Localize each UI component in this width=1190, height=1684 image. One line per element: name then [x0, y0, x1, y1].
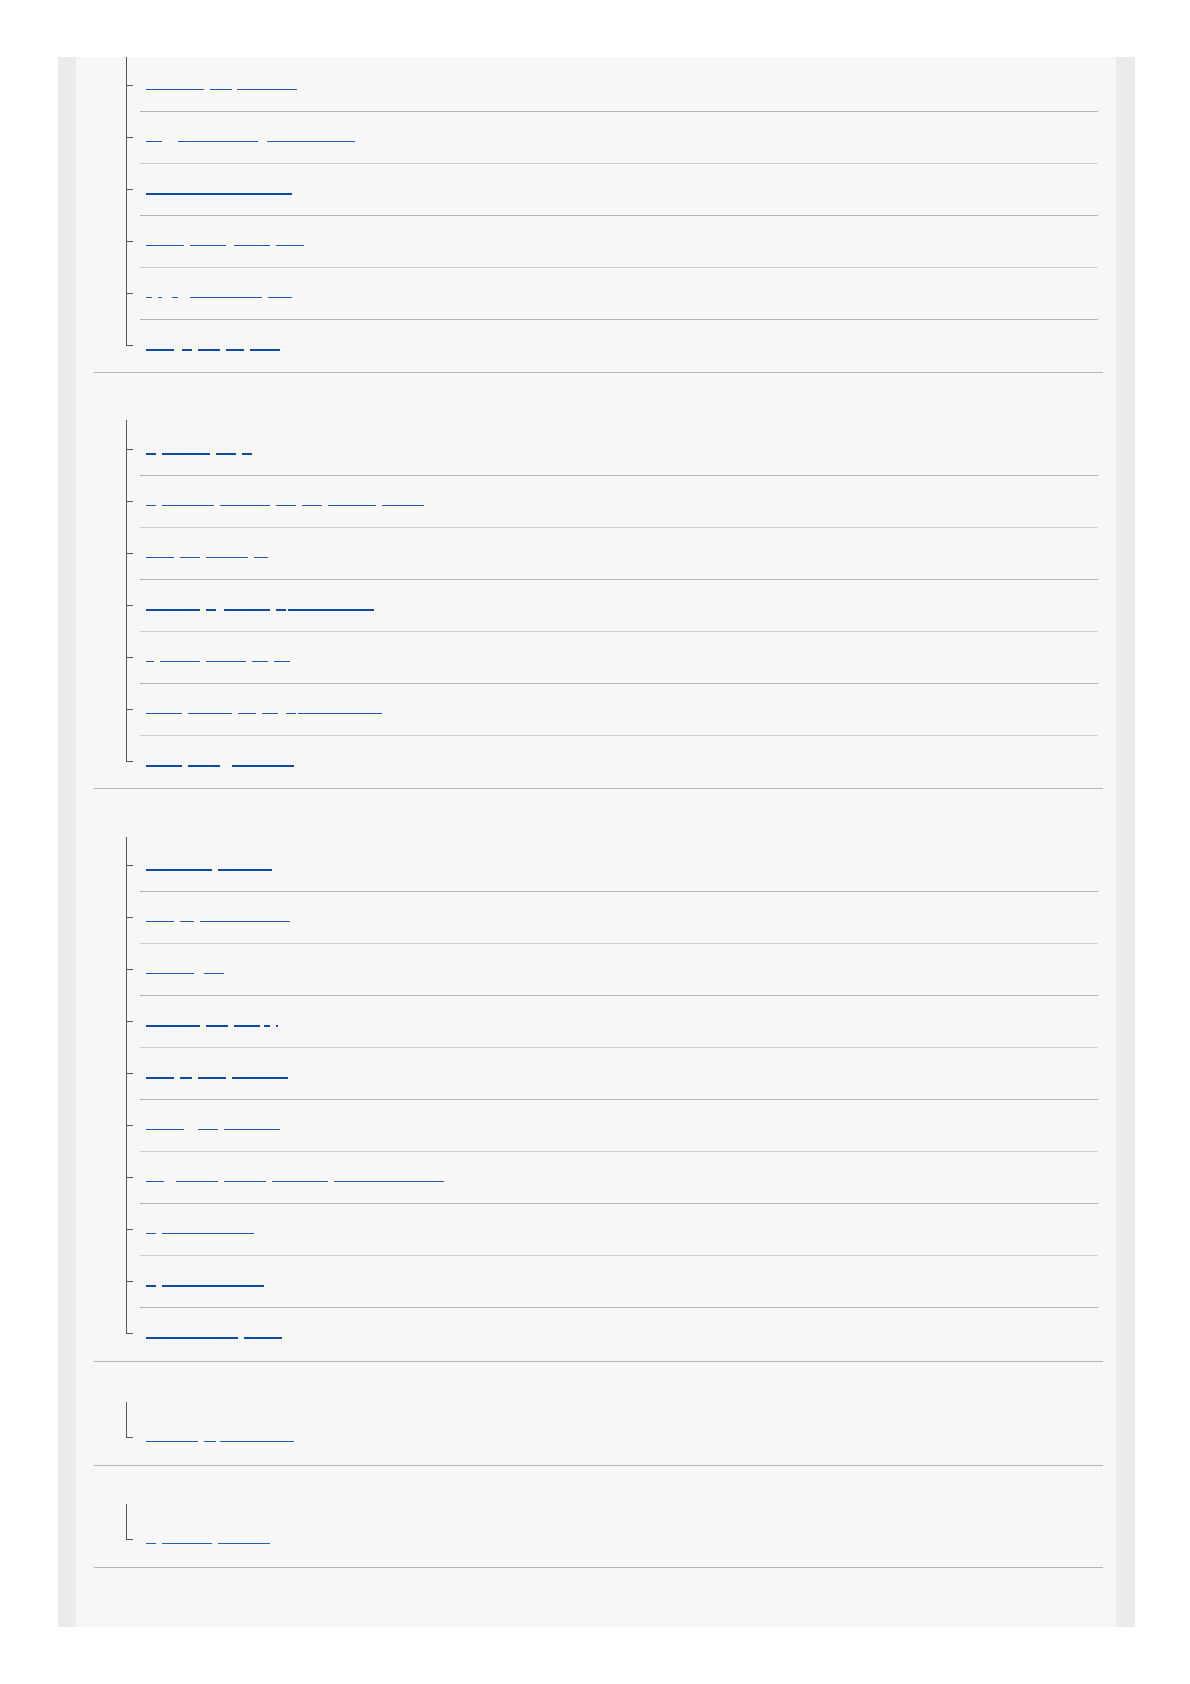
link-underline-segment: [234, 245, 270, 246]
link-underline-segment: [210, 89, 232, 90]
link-underline-segment: [146, 1181, 164, 1182]
link-underline-segment: [206, 609, 216, 611]
link-underline-segment: [146, 557, 174, 558]
link-underline-segment: [146, 765, 182, 767]
toc-item: [140, 1100, 1098, 1152]
tree-line: [126, 57, 127, 346]
link-underline-segment: [224, 1129, 280, 1130]
link-underline-segment: [204, 973, 224, 974]
link-underline-segment: [190, 297, 262, 298]
toc-item: [140, 1152, 1098, 1204]
link-underline-segment: [162, 505, 214, 506]
tree-elbow-icon: [126, 1298, 133, 1334]
link-underline-segment: [188, 765, 220, 767]
link-underline-segment: [244, 1337, 282, 1339]
link-underline-segment: [237, 89, 297, 90]
link-underline-segment: [204, 1441, 216, 1442]
toc-item: [140, 1048, 1098, 1100]
link-underline-segment: [188, 713, 232, 714]
toc-item: [140, 320, 1098, 371]
link-underline-segment: [198, 349, 220, 351]
link-underline-segment: [286, 713, 296, 714]
toc-item: [140, 736, 1098, 787]
tree-line: [126, 420, 127, 762]
toc-item: [140, 892, 1098, 944]
tree-branch-icon: [126, 709, 133, 710]
tree-elbow-icon: [126, 1402, 133, 1438]
link-underline-segment: [238, 713, 256, 714]
toc-item: [140, 476, 1098, 528]
link-underline-segment: [190, 245, 226, 246]
link-underline-segment: [216, 453, 236, 455]
link-underline-segment: [224, 609, 270, 611]
tree-elbow-icon: [126, 726, 133, 762]
tree-branch-icon: [126, 449, 133, 450]
link-underline-segment: [226, 349, 244, 351]
tree-branch-icon: [126, 293, 133, 294]
link-underline-segment: [146, 661, 154, 662]
link-underline-segment: [198, 1129, 218, 1130]
tree-branch-icon: [126, 865, 133, 866]
link-underline-segment: [267, 141, 355, 142]
toc-item: [140, 944, 1098, 996]
link-underline-segment: [146, 1441, 198, 1442]
link-underline-segment: [276, 245, 304, 246]
link-underline-segment: [206, 557, 248, 558]
link-underline-segment: [146, 1077, 174, 1079]
link-underline-segment: [254, 557, 268, 558]
link-underline-segment: [146, 869, 212, 871]
link-underline-segment: [242, 453, 252, 455]
toc-item: [140, 1412, 1098, 1463]
link-underline-segment: [162, 1543, 212, 1544]
tree-branch-icon: [126, 1073, 133, 1074]
link-underline-segment: [146, 973, 194, 974]
link-underline-segment: [146, 141, 162, 142]
link-underline-segment: [172, 297, 178, 298]
link-underline-segment: [334, 1181, 444, 1182]
link-underline-segment: [218, 1543, 270, 1544]
link-underline-segment: [182, 349, 192, 351]
link-underline-segment: [146, 609, 200, 611]
link-underline-segment: [220, 505, 270, 506]
toc-item: [140, 112, 1098, 164]
link-underline-segment: [146, 1233, 156, 1234]
tree-branch-icon: [126, 917, 133, 918]
tree-branch-icon: [126, 501, 133, 502]
toc-item: [140, 632, 1098, 684]
toc-item: [140, 684, 1098, 736]
link-underline-segment: [272, 1181, 328, 1182]
link-underline-segment: [146, 1129, 184, 1130]
toc-item: [140, 424, 1098, 476]
link-underline-segment: [146, 505, 156, 506]
tree-branch-icon: [126, 241, 133, 242]
toc-item: [140, 580, 1098, 632]
tree-branch-icon: [126, 1281, 133, 1282]
link-underline-segment: [146, 1025, 200, 1027]
link-underline-segment: [198, 1077, 226, 1079]
link-underline-segment: [180, 557, 200, 558]
toc-item: [140, 216, 1098, 268]
link-underline-segment: [160, 661, 200, 662]
link-underline-segment: [146, 193, 292, 195]
toc-item: [140, 996, 1098, 1048]
toc-item: [140, 528, 1098, 580]
link-underline-segment: [176, 1181, 218, 1182]
toc-item: [140, 268, 1098, 320]
tree-branch-icon: [126, 1021, 133, 1022]
tree-branch-icon: [126, 1229, 133, 1230]
link-underline-segment: [288, 609, 374, 611]
tree-branch-icon: [126, 1125, 133, 1126]
link-underline-segment: [162, 453, 210, 455]
toc-item: [140, 840, 1098, 892]
link-underline-segment: [146, 713, 182, 714]
tree-branch-icon: [126, 85, 133, 86]
tree-elbow-icon: [126, 1504, 133, 1540]
link-underline-segment: [220, 1441, 294, 1442]
toc-item: [140, 1256, 1098, 1308]
link-underline-segment: [146, 349, 174, 351]
tree-branch-icon: [126, 553, 133, 554]
link-underline-segment: [252, 661, 268, 662]
link-underline-segment: [206, 1025, 228, 1027]
link-underline-segment: [146, 89, 204, 90]
link-underline-segment: [232, 1077, 288, 1079]
link-underline-segment: [146, 1543, 156, 1544]
toc-item: [140, 60, 1098, 112]
link-underline-segment: [234, 1025, 260, 1027]
link-underline-segment: [328, 505, 376, 506]
link-underline-segment: [274, 661, 290, 662]
tree-branch-icon: [126, 969, 133, 970]
link-underline-segment: [206, 661, 246, 662]
toc-item: [140, 1308, 1098, 1359]
link-underline-segment: [298, 713, 382, 714]
toc-item: [140, 1514, 1098, 1565]
link-underline-segment: [146, 297, 152, 298]
tree-branch-icon: [126, 1177, 133, 1178]
link-underline-segment: [162, 1233, 254, 1234]
tree-elbow-icon: [126, 310, 133, 346]
link-underline-segment: [302, 505, 322, 506]
link-underline-segment: [146, 453, 156, 455]
link-underline-segment: [276, 609, 286, 611]
link-underline-segment: [200, 921, 290, 922]
link-underline-segment: [146, 1285, 156, 1287]
link-underline-segment: [180, 921, 194, 922]
link-underline-segment: [158, 297, 162, 298]
link-underline-segment: [250, 349, 280, 351]
tree-branch-icon: [126, 605, 133, 606]
link-underline-segment: [262, 713, 278, 714]
link-underline-segment: [276, 1025, 278, 1027]
link-underline-segment: [146, 1337, 238, 1339]
link-underline-segment: [162, 1285, 264, 1287]
toc-item: [140, 164, 1098, 216]
link-underline-segment: [146, 245, 184, 246]
link-underline-segment: [146, 921, 174, 922]
link-underline-segment: [382, 505, 424, 506]
toc-item: [140, 1204, 1098, 1256]
link-underline-segment: [276, 505, 296, 506]
link-underline-segment: [178, 141, 258, 142]
link-underline-segment: [268, 297, 292, 298]
link-underline-segment: [218, 869, 272, 871]
tree-line: [126, 837, 127, 1334]
link-underline-segment: [180, 1077, 192, 1079]
link-underline-segment: [264, 1025, 270, 1027]
link-underline-segment: [232, 765, 294, 767]
tree-branch-icon: [126, 657, 133, 658]
link-underline-segment: [224, 1181, 266, 1182]
tree-branch-icon: [126, 137, 133, 138]
tree-branch-icon: [126, 189, 133, 190]
